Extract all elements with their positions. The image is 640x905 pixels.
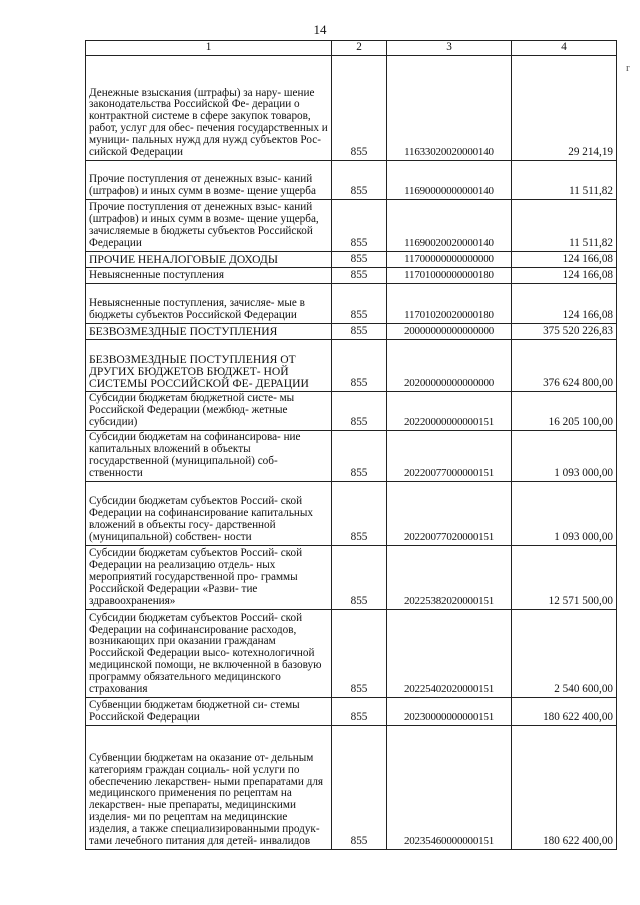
amount: 11 511,82 <box>512 200 617 252</box>
revenue-name: Субсидии бюджетам бюджетной систе- мы Российской Федерации (межбюд- жетные субсидии) <box>86 392 332 431</box>
revenue-name: Субсидии бюджетам субъектов Россий- ской Федерации на реализацию отдель- ных мероприятий государственной про- граммы Российской Федерации «Разви- тие здравоохранения» <box>86 546 332 610</box>
admin-code: 855 <box>332 268 387 284</box>
amount: 1 093 000,00 <box>512 431 617 482</box>
page-number: 14 <box>313 22 327 37</box>
admin-code: 855 <box>332 56 387 161</box>
amount: 124 166,08 <box>512 268 617 284</box>
table-row <box>86 546 617 610</box>
column-header-amount: 4 <box>512 41 617 56</box>
revenue-name: ПРОЧИЕ НЕНАЛОГОВЫЕ ДОХОДЫ <box>86 252 332 268</box>
revenue-name: Субвенции бюджетам на оказание от- дельным категориям граждан социаль- ной услуги по обеспечению лекарствен- ными препаратами для медицинского применения по рецептам на лекарствен- ные препараты, медицинскими изделия- ми по рецептам на медицинские изделия, а также специализированными продук- тами лечебного питания для детей- инвалидов <box>86 726 332 850</box>
revenue-name: Денежные взыскания (штрафы) за нару- шение законодательства Российской Фе- дерации о контрактной системе в сфере закупок товаров, работ, услуг для обес- печения государственных и муници- пальных нужд для нужд субъектов Рос- сийской Федерации <box>86 56 332 161</box>
amount: 180 622 400,00 <box>512 698 617 726</box>
amount: 29 214,19 <box>512 56 617 161</box>
amount: 1 093 000,00 <box>512 482 617 546</box>
table-row <box>86 726 617 850</box>
budget-revenue-table <box>85 40 617 850</box>
budget-classification-code: 11701000000000180 <box>387 268 512 284</box>
revenue-name: Субвенции бюджетам бюджетной си- стемы Российской Федерации <box>86 698 332 726</box>
budget-classification-code: 20000000000000000 <box>387 324 512 340</box>
column-header-admin: 2 <box>332 41 387 56</box>
admin-code: 855 <box>332 431 387 482</box>
amount: 375 520 226,83 <box>512 324 617 340</box>
revenue-name: Невыясненные поступления, зачисляе- мые в бюджеты субъектов Российской Федерации <box>86 284 332 324</box>
admin-code: 855 <box>332 698 387 726</box>
revenue-name: БЕЗВОЗМЕЗДНЫЕ ПОСТУПЛЕНИЯ ОТ ДРУГИХ БЮДЖЕТОВ БЮДЖЕТ- НОЙ СИСТЕМЫ РОССИЙСКОЙ ФЕ- ДЕРАЦИИ <box>86 340 332 392</box>
amount: 376 624 800,00 <box>512 340 617 392</box>
amount: 16 205 100,00 <box>512 392 617 431</box>
admin-code: 855 <box>332 610 387 698</box>
amount: 2 540 600,00 <box>512 610 617 698</box>
revenue-name: БЕЗВОЗМЕЗДНЫЕ ПОСТУПЛЕНИЯ <box>86 324 332 340</box>
budget-classification-code: 11701020020000180 <box>387 284 512 324</box>
table-row <box>86 324 617 340</box>
budget-classification-code: 20200000000000000 <box>387 340 512 392</box>
budget-classification-code: 20220077000000151 <box>387 431 512 482</box>
budget-classification-code: 20225382020000151 <box>387 546 512 610</box>
admin-code: 855 <box>332 284 387 324</box>
table-row <box>86 200 617 252</box>
column-header-name: 1 <box>86 41 332 56</box>
column-header-code: 3 <box>387 41 512 56</box>
table-row <box>86 610 617 698</box>
admin-code: 855 <box>332 482 387 546</box>
budget-classification-code: 20230000000000151 <box>387 698 512 726</box>
margin-mark: r <box>626 62 630 74</box>
revenue-name: Субсидии бюджетам субъектов Россий- ской Федерации на софинансирование капитальных вложений в объекты госу- дарственной (муниципальной) собствен- ности <box>86 482 332 546</box>
budget-classification-code: 20220000000000151 <box>387 392 512 431</box>
budget-classification-code: 20225402020000151 <box>387 610 512 698</box>
admin-code: 855 <box>332 252 387 268</box>
table-row <box>86 482 617 546</box>
budget-classification-code: 11690000000000140 <box>387 161 512 200</box>
table-row <box>86 284 617 324</box>
table-row <box>86 252 617 268</box>
table-row <box>86 161 617 200</box>
table-row <box>86 698 617 726</box>
header-row <box>86 41 617 56</box>
amount: 124 166,08 <box>512 284 617 324</box>
admin-code: 855 <box>332 340 387 392</box>
budget-classification-code: 20235460000000151 <box>387 726 512 850</box>
admin-code: 855 <box>332 161 387 200</box>
admin-code: 855 <box>332 392 387 431</box>
table-row <box>86 268 617 284</box>
admin-code: 855 <box>332 324 387 340</box>
amount: 12 571 500,00 <box>512 546 617 610</box>
admin-code: 855 <box>332 726 387 850</box>
admin-code: 855 <box>332 546 387 610</box>
table-row <box>86 431 617 482</box>
table-row <box>86 340 617 392</box>
admin-code: 855 <box>332 200 387 252</box>
budget-classification-code: 11633020020000140 <box>387 56 512 161</box>
budget-classification-code: 11700000000000000 <box>387 252 512 268</box>
amount: 11 511,82 <box>512 161 617 200</box>
revenue-name: Субсидии бюджетам на софинансирова- ние капитальных вложений в объекты государственной (муниципальной) соб- ственности <box>86 431 332 482</box>
amount: 124 166,08 <box>512 252 617 268</box>
revenue-name: Невыясненные поступления <box>86 268 332 284</box>
revenue-name: Прочие поступления от денежных взыс- каний (штрафов) и иных сумм в возме- щение ущерба <box>86 161 332 200</box>
table-row <box>86 56 617 161</box>
amount: 180 622 400,00 <box>512 726 617 850</box>
table-row <box>86 392 617 431</box>
budget-classification-code: 11690020020000140 <box>387 200 512 252</box>
revenue-name: Прочие поступления от денежных взыс- каний (штрафов) и иных сумм в возме- щение ущерба, зачисляемые в бюджеты субъектов Российской Федерации <box>86 200 332 252</box>
budget-classification-code: 20220077020000151 <box>387 482 512 546</box>
revenue-name: Субсидии бюджетам субъектов Россий- ской Федерации на софинансирование расходов, возникающих при оказании гражданам Российской Федерации высо- котехнологичной медицинской помощи, не включенной в базовую программу обязательного медицинского страхования <box>86 610 332 698</box>
